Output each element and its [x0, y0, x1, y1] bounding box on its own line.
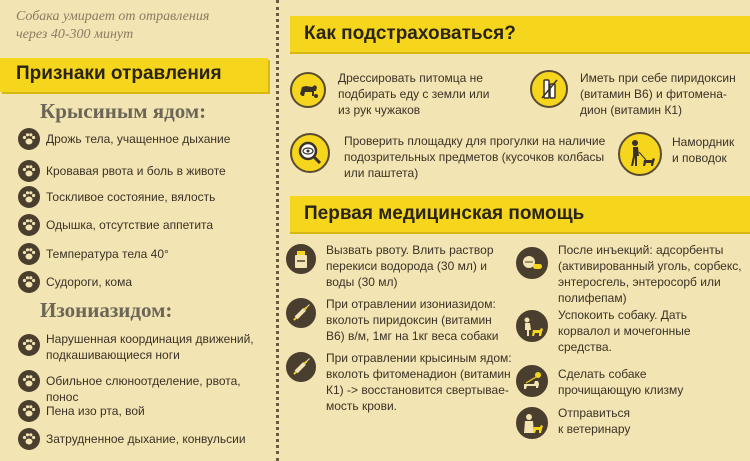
symptom-line: Нарушенная координация движений,: [46, 332, 254, 346]
prevention-banner: [290, 16, 750, 52]
text-line: После инъекций: адсорбенты: [558, 243, 724, 257]
isoniazid-heading: Изониазидом:: [40, 298, 173, 322]
dog-eating-icon: [290, 72, 326, 108]
prevention-text: [338, 70, 489, 118]
symptoms-title: Признаки отравления: [16, 63, 222, 84]
text-line: К1) -> восстановится свертывае-: [326, 383, 509, 397]
paw-icon: [18, 370, 40, 392]
symptom-line: подкашивающиеся ноги: [46, 348, 180, 362]
text-line: Сделать собаке: [558, 367, 647, 381]
first-aid-text: [558, 242, 742, 306]
magnifier-eye-icon: [290, 133, 330, 173]
text-line: из рук чужаков: [338, 103, 421, 117]
text-line: корвалол и мочегонные: [558, 324, 691, 338]
paw-icon: [18, 271, 40, 293]
prevention-text: [344, 133, 605, 181]
paw-icon: [18, 128, 40, 150]
person-petting-dog-icon: [516, 310, 548, 342]
paw-icon: [18, 160, 40, 182]
intro-line-2: через 40-300 минут: [16, 27, 134, 42]
first-aid-text: [326, 296, 499, 344]
text-line: дион (витамин К1): [580, 103, 683, 117]
text-line: мость крови.: [326, 399, 398, 413]
text-line: Успокоить собаку. Дать: [558, 308, 688, 322]
paw-icon: [18, 428, 40, 450]
first-aid-title: Первая медицинская помощь: [304, 203, 585, 224]
text-line: При отравлении крысиным ядом:: [326, 351, 512, 365]
prevention-text: [672, 134, 734, 166]
first-aid-banner: [290, 196, 750, 232]
text-line: Проверить площадку для прогулки на наличие: [344, 134, 606, 148]
text-line: подбирать еду с земли или: [338, 87, 490, 101]
symptom-text: Дрожь тела, учащенное дыхание: [46, 132, 231, 146]
vet-icon: [516, 407, 548, 439]
text-line: Намордник: [672, 135, 735, 149]
text-line: Вызвать рвоту. Влить раствор: [326, 243, 494, 257]
symptom-text: Затрудненное дыхание, конвульсии: [46, 432, 246, 446]
text-line: воды (30 мл): [326, 275, 398, 289]
rat-poison-heading: Крысиным ядом:: [40, 99, 207, 123]
first-aid-text: [326, 350, 512, 414]
column-divider: [276, 0, 279, 461]
dog-enema-icon: [516, 365, 548, 397]
symptom-text: Обильное слюноотделение, рвота, понос: [46, 374, 241, 404]
text-line: Отправиться: [558, 406, 630, 420]
symptom-text: Температура тела 40°: [46, 247, 169, 261]
symptom-text: Пена изо рта, вой: [46, 404, 145, 418]
intro-line-1: Собака умирает от отравления: [16, 9, 210, 24]
peroxide-bottle-icon: [286, 244, 316, 274]
text-line: полифепам): [558, 291, 627, 305]
text-line: энтеросгель, энтеросорб или: [558, 275, 721, 289]
symptom-text: Одышка, отсутствие аппетита: [46, 218, 214, 232]
syringe-icon: [286, 298, 316, 328]
symptom-text: [46, 331, 276, 363]
text-line: или паштета): [344, 166, 419, 180]
first-aid-text: [558, 366, 683, 398]
text-line: вколоть фитоменадион (витамин: [326, 367, 511, 381]
text-line: средства.: [558, 340, 612, 354]
symptoms-banner: [0, 58, 268, 92]
paw-icon: [18, 214, 40, 236]
text-line: и поводок: [672, 151, 727, 165]
text-line: подозрительных предметов (кусочков колбасы: [344, 150, 605, 164]
symptom-text: Судороги, кома: [46, 275, 133, 289]
first-aid-text: [558, 405, 630, 437]
paw-icon: [18, 334, 40, 356]
first-aid-text: [558, 307, 691, 355]
paw-icon: [18, 400, 40, 422]
prevention-text: [580, 70, 736, 118]
text-line: Иметь при себе пиридоксин: [580, 71, 736, 85]
pills-icon: [516, 247, 548, 279]
text-line: (витамин В6) и фитомена-: [580, 87, 727, 101]
medicine-vials-icon: [530, 70, 568, 108]
intro-text: [16, 8, 266, 44]
text-line: перекиси водорода (30 мл) и: [326, 259, 487, 273]
symptom-text: Кровавая рвота и боль в животе: [46, 164, 226, 178]
first-aid-text: [326, 242, 494, 290]
text-line: к ветеринару: [558, 422, 631, 436]
text-line: (активированный уголь, сорбекс,: [558, 259, 742, 273]
text-line: В6) в/м, 1мг на 1кг веса собаки: [326, 329, 499, 343]
text-line: Дрессировать питомца не: [338, 71, 483, 85]
paw-icon: [18, 186, 40, 208]
person-walking-dog-icon: [618, 132, 662, 176]
paw-icon: [18, 243, 40, 265]
syringe-icon: [286, 352, 316, 382]
text-line: прочищающую клизму: [558, 383, 684, 397]
prevention-title: Как подстраховаться?: [304, 23, 516, 44]
text-line: При отравлении изониазидом:: [326, 297, 496, 311]
symptom-text: Тоскливое состояние, вялость: [46, 190, 216, 204]
text-line: вколоть пиридоксин (витамин: [326, 313, 492, 327]
